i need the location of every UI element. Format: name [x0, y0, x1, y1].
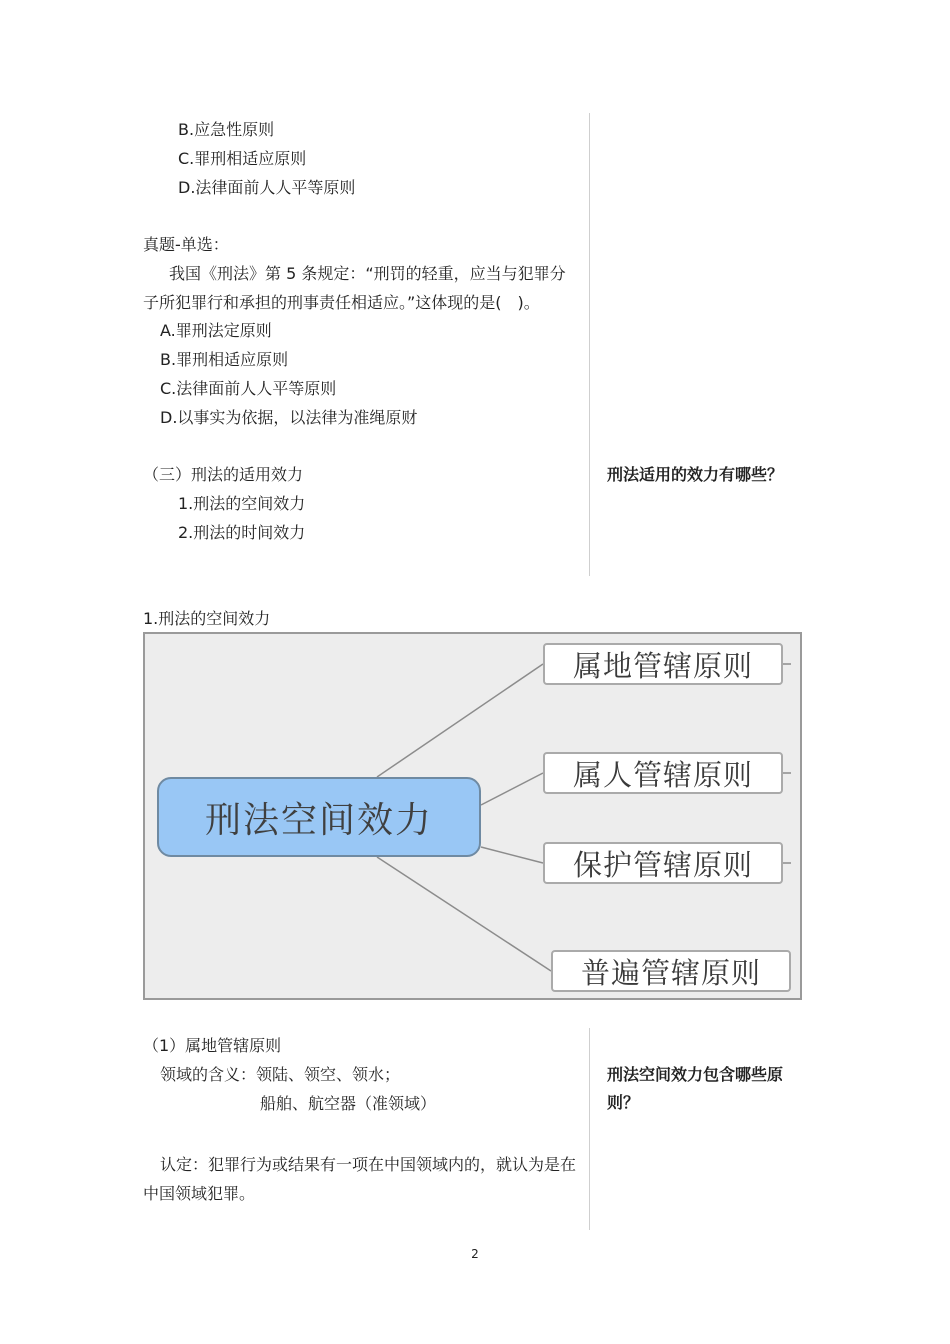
mind-map	[143, 632, 802, 1000]
column-divider-top	[589, 113, 590, 576]
connector-4	[377, 857, 551, 971]
territorial-heading: （1）属地管辖原则	[143, 1036, 282, 1055]
question-label: 真题-单选：	[143, 235, 229, 254]
side-note-territorial: 刑法空间效力包含哪些原则？	[607, 1065, 784, 1112]
center-node: 刑法空间效力	[157, 777, 481, 857]
connector-1	[377, 664, 543, 777]
question-option-d: D.以事实为依据，以法律为准绳原财	[160, 408, 418, 427]
question-option-a: A.罪刑法定原则	[160, 321, 272, 340]
diagram-caption: 1.刑法的空间效力	[143, 609, 271, 628]
option-c: C.罪刑相适应原则	[178, 149, 307, 168]
question-option-c: C.法律面前人人平等原则	[160, 379, 337, 398]
leaf-territorial: 属地管辖原则	[543, 643, 783, 685]
option-b: B.应急性原则	[178, 120, 275, 139]
page-number: 2	[471, 1247, 479, 1261]
section3-item-2: 2.刑法的时间效力	[178, 523, 306, 542]
determination-text: 认定：犯罪行为或结果有一项在中国领域内的，就认为是在中国领域犯罪。	[143, 1155, 577, 1203]
section3-item-1: 1.刑法的空间效力	[178, 494, 306, 513]
leaf-universal: 普遍管辖原则	[551, 950, 791, 992]
side-note-section3: 刑法适用的效力有哪些？	[607, 465, 784, 484]
column-divider-bottom	[589, 1028, 590, 1230]
territory-line2: 船舶、航空器（准领域）	[260, 1094, 437, 1113]
section3-heading: （三）刑法的适用效力	[143, 465, 304, 484]
leaf-personal: 属人管辖原则	[543, 752, 783, 794]
question-option-b: B.罪刑相适应原则	[160, 350, 289, 369]
leaf-protective: 保护管辖原则	[543, 842, 783, 884]
option-d: D.法律面前人人平等原则	[178, 178, 356, 197]
territory-line1: 领域的含义：领陆、领空、领水；	[160, 1065, 401, 1084]
connector-2	[481, 773, 543, 805]
question-stem-line1: 我国《刑法》第 5 条规定：“刑罚的轻重，应当与犯罪分	[169, 264, 566, 283]
question-stem-line2: 子所犯罪行和承担的刑事责任相适应。”这体现的是( )。	[143, 293, 540, 312]
connector-3	[481, 847, 543, 863]
